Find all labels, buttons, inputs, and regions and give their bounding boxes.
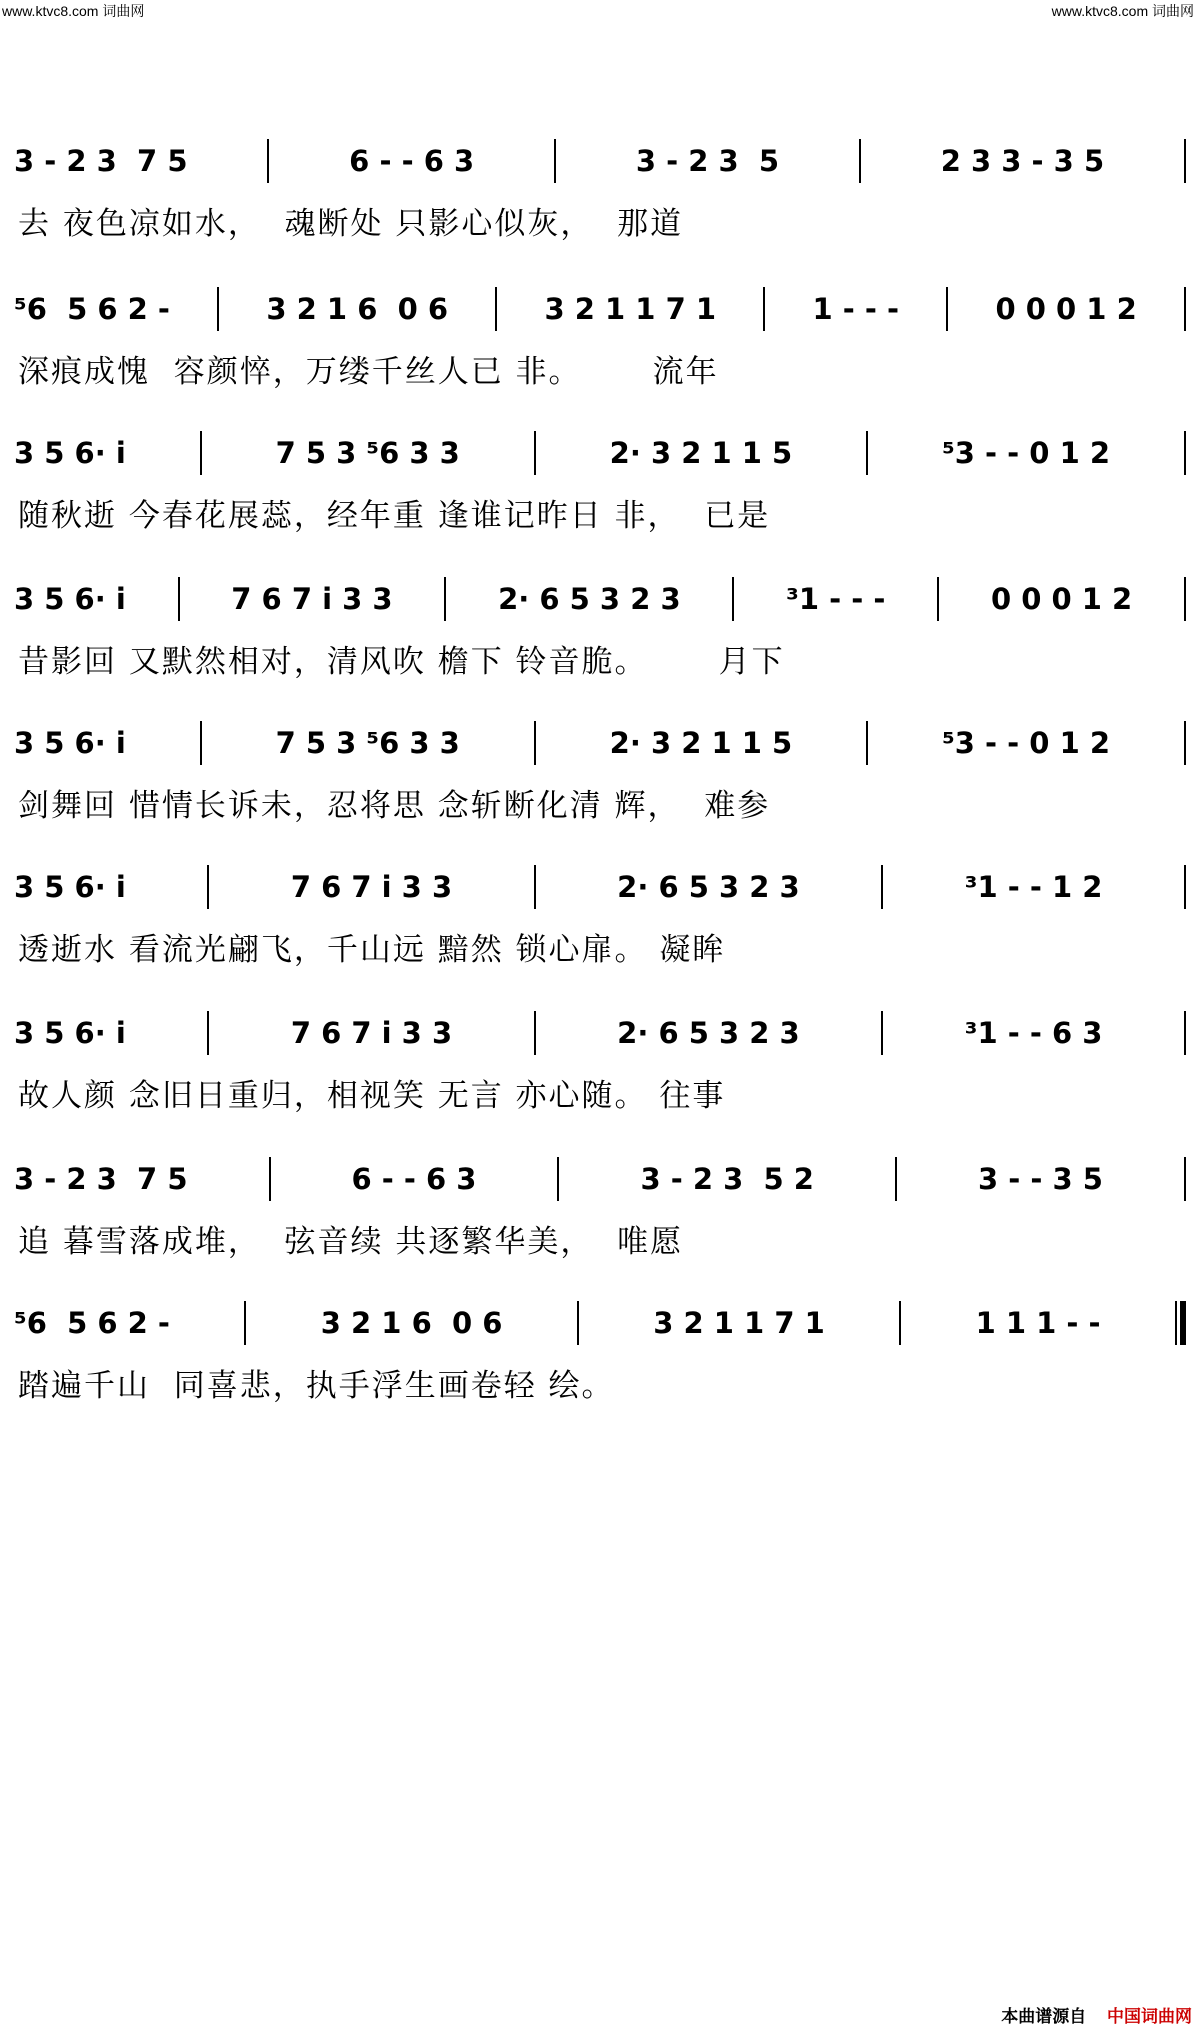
lyric-line bbox=[18, 490, 1186, 534]
barline bbox=[1184, 865, 1186, 909]
barline bbox=[895, 1157, 897, 1201]
barline bbox=[859, 139, 861, 183]
barline bbox=[577, 1301, 579, 1345]
lyric-line bbox=[18, 636, 1186, 680]
measure: 7 6 7 i 3 3 bbox=[290, 1016, 453, 1050]
barline bbox=[178, 577, 180, 621]
barline bbox=[217, 287, 219, 331]
barline bbox=[557, 1157, 559, 1201]
notation-line bbox=[14, 722, 1186, 764]
barline bbox=[881, 1011, 883, 1055]
measure: ⁵6 5 6 2 - bbox=[14, 1306, 170, 1340]
measure: ⁵6 5 6 2 - bbox=[14, 292, 170, 326]
lyric-line bbox=[18, 780, 1186, 824]
credit-source: 本曲谱源自 bbox=[1001, 2007, 1087, 2026]
barline bbox=[267, 139, 269, 183]
barline bbox=[200, 431, 202, 475]
lyric-line bbox=[18, 1070, 1186, 1114]
notation-line bbox=[14, 578, 1186, 620]
measure: 2· 3 2 1 1 5 bbox=[609, 436, 793, 470]
lyric-text: 深痕成愧 容颜悴，万缕千丝人已 非。 流年 bbox=[18, 353, 719, 390]
barline bbox=[444, 577, 446, 621]
barline bbox=[207, 1011, 209, 1055]
measure: 6 - - 6 3 bbox=[351, 1162, 477, 1196]
measure: 3 2 1 6 0 6 bbox=[320, 1306, 503, 1340]
notation-line bbox=[14, 1158, 1186, 1200]
barline bbox=[881, 865, 883, 909]
lyric-text: 剑舞回 惜情长诉未，忍将思 念斩断化清 辉， 难参 bbox=[18, 787, 771, 824]
measure: 3 5 6· i bbox=[14, 582, 126, 616]
barline bbox=[1184, 721, 1186, 765]
barline bbox=[534, 1011, 536, 1055]
measure: ³1 - - - bbox=[786, 582, 886, 616]
notation-line bbox=[14, 1302, 1186, 1344]
measure: 3 - 2 3 5 2 bbox=[640, 1162, 814, 1196]
barline bbox=[732, 577, 734, 621]
measure: 7 6 7 i 3 3 bbox=[231, 582, 393, 616]
barline bbox=[1184, 139, 1186, 183]
notation-line bbox=[14, 432, 1186, 474]
barline bbox=[1184, 287, 1186, 331]
measure: 3 5 6· i bbox=[14, 870, 126, 904]
measure: 0 0 0 1 2 bbox=[990, 582, 1133, 616]
barline bbox=[534, 865, 536, 909]
barline bbox=[200, 721, 202, 765]
lyric-line bbox=[18, 1216, 1186, 1260]
measure: 6 - - 6 3 bbox=[349, 144, 475, 178]
barline bbox=[534, 431, 536, 475]
barline bbox=[495, 287, 497, 331]
lyric-text: 昔影回 又默然相对，清风吹 檐下 铃音脆。 月下 bbox=[18, 643, 785, 680]
measure: ⁵3 - - 0 1 2 bbox=[942, 726, 1111, 760]
lyric-line bbox=[18, 198, 1186, 242]
lyric-text: 故人颜 念旧日重归，相视笑 无言 亦心随。 往事 bbox=[18, 1077, 726, 1114]
barline bbox=[937, 577, 939, 621]
lyric-text: 踏遍千山 同喜悲，执手浮生画卷轻 绘。 bbox=[18, 1367, 615, 1404]
measure: 1 1 1 - - bbox=[975, 1306, 1101, 1340]
measure: 2· 3 2 1 1 5 bbox=[609, 726, 793, 760]
barline bbox=[1184, 577, 1186, 621]
credit bbox=[1001, 2002, 1192, 2027]
barline bbox=[269, 1157, 271, 1201]
measure: 2· 6 5 3 2 3 bbox=[617, 870, 800, 904]
measure: ³1 - - 6 3 bbox=[964, 1016, 1103, 1050]
barline bbox=[866, 431, 868, 475]
measure: 3 - 2 3 5 bbox=[635, 144, 780, 178]
measure: 2· 6 5 3 2 3 bbox=[617, 1016, 800, 1050]
lyric-text: 透逝水 看流光翩飞，千山远 黯然 锁心扉。 凝眸 bbox=[18, 931, 726, 968]
measure: 3 2 1 1 7 1 bbox=[544, 292, 717, 326]
barline bbox=[534, 721, 536, 765]
measure: 3 - 2 3 7 5 bbox=[14, 144, 188, 178]
barline bbox=[554, 139, 556, 183]
measure: 7 5 3 ⁵6 3 3 bbox=[275, 726, 460, 760]
barline bbox=[899, 1301, 901, 1345]
measure: 0 0 0 1 2 bbox=[995, 292, 1137, 326]
credit-site: 中国词曲网 bbox=[1107, 2007, 1192, 2026]
lyric-text: 去 夜色凉如水， 魂断处 只影心似灰， 那道 bbox=[18, 205, 684, 242]
barline bbox=[946, 287, 948, 331]
measure: 3 - 2 3 7 5 bbox=[14, 1162, 188, 1196]
measure: 3 2 1 1 7 1 bbox=[653, 1306, 825, 1340]
measure: 7 6 7 i 3 3 bbox=[290, 870, 453, 904]
final-barline bbox=[1175, 1301, 1186, 1345]
barline bbox=[866, 721, 868, 765]
barline bbox=[207, 865, 209, 909]
lyric-line bbox=[18, 924, 1186, 968]
measure: 7 5 3 ⁵6 3 3 bbox=[275, 436, 460, 470]
measure: 2· 6 5 3 2 3 bbox=[498, 582, 681, 616]
lyric-line bbox=[18, 1360, 1186, 1404]
notation-line bbox=[14, 140, 1186, 182]
measure: 3 2 1 6 0 6 bbox=[266, 292, 449, 326]
notation-line bbox=[14, 1012, 1186, 1054]
barline bbox=[763, 287, 765, 331]
watermark-right: www.ktvc8.com 词曲网 bbox=[1051, 3, 1194, 19]
barline bbox=[1184, 1011, 1186, 1055]
measure: 3 5 6· i bbox=[14, 1016, 126, 1050]
lyric-text: 随秋逝 今春花展蕊，经年重 逢谁记昨日 非， 已是 bbox=[18, 497, 771, 534]
measure: ³1 - - 1 2 bbox=[964, 870, 1103, 904]
measure: 1 - - - bbox=[812, 292, 900, 326]
measure: 3 - - 3 5 bbox=[977, 1162, 1103, 1196]
lyric-line bbox=[18, 346, 1186, 390]
barline bbox=[1184, 1157, 1186, 1201]
barline bbox=[1184, 431, 1186, 475]
notation-line bbox=[14, 288, 1186, 330]
measure: ⁵3 - - 0 1 2 bbox=[942, 436, 1111, 470]
notation-line bbox=[14, 866, 1186, 908]
measure: 3 5 6· i bbox=[14, 436, 126, 470]
lyric-text: 追 暮雪落成堆， 弦音续 共逐繁华美， 唯愿 bbox=[18, 1223, 684, 1260]
watermark-left: www.ktvc8.com 词曲网 bbox=[2, 3, 145, 19]
measure: 2 3 3 - 3 5 bbox=[940, 144, 1105, 178]
measure: 3 5 6· i bbox=[14, 726, 126, 760]
barline bbox=[244, 1301, 246, 1345]
